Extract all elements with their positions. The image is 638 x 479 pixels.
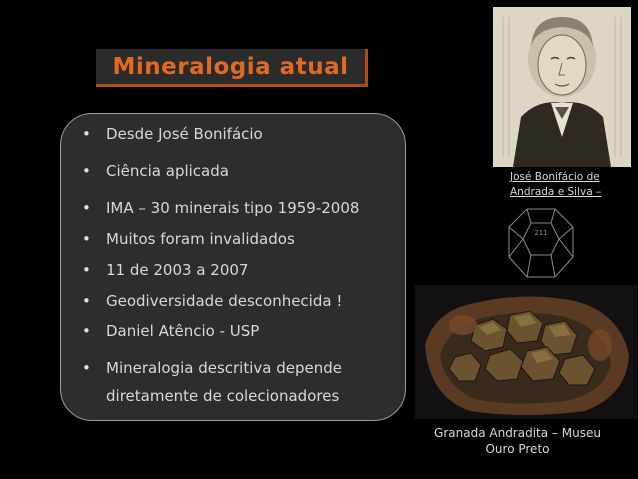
- bullet-text: Daniel Atêncio - USP: [106, 322, 260, 340]
- crystal-face-label: 211: [534, 229, 548, 237]
- mineral-caption-line: Granada Andradita – Museu: [434, 426, 601, 440]
- slide-title: Mineralogia atual: [112, 53, 349, 80]
- bullet-text: IMA – 30 minerais tipo 1959-2008: [106, 199, 360, 217]
- slide-title-box: [96, 49, 368, 87]
- bullet-text: Muitos foram invalidados: [106, 230, 295, 248]
- mineral-caption-line: Ouro Preto: [485, 442, 550, 456]
- mineral-photo: [415, 285, 637, 419]
- bullet-dot: •: [82, 261, 91, 279]
- bullet-text: Geodiversidade desconhecida !: [106, 292, 343, 310]
- portrait-caption-line: José Bonifácio de: [510, 171, 600, 183]
- bullet-text: Ciência aplicada: [106, 162, 229, 180]
- bullet-text: Desde José Bonifácio: [106, 125, 263, 143]
- crystal-diagram: [505, 205, 577, 281]
- bullet-dot: •: [82, 292, 91, 310]
- bullet-text: 11 de 2003 a 2007: [106, 261, 249, 279]
- bullet-text: diretamente de colecionadores: [106, 387, 340, 405]
- bullet-dot: •: [82, 359, 91, 377]
- portrait-image: [493, 7, 631, 167]
- bullet-dot: •: [82, 162, 91, 180]
- bullet-dot: •: [82, 199, 91, 217]
- bullet-dot: •: [82, 125, 91, 143]
- bullet-dot: •: [82, 230, 91, 248]
- mineral-caption: [425, 425, 610, 457]
- bullet-text: Mineralogia descritiva depende: [106, 359, 342, 377]
- portrait-caption-line: Andrada e Silva –: [510, 186, 602, 198]
- portrait-caption: [510, 170, 635, 200]
- bullet-dot: •: [82, 322, 91, 340]
